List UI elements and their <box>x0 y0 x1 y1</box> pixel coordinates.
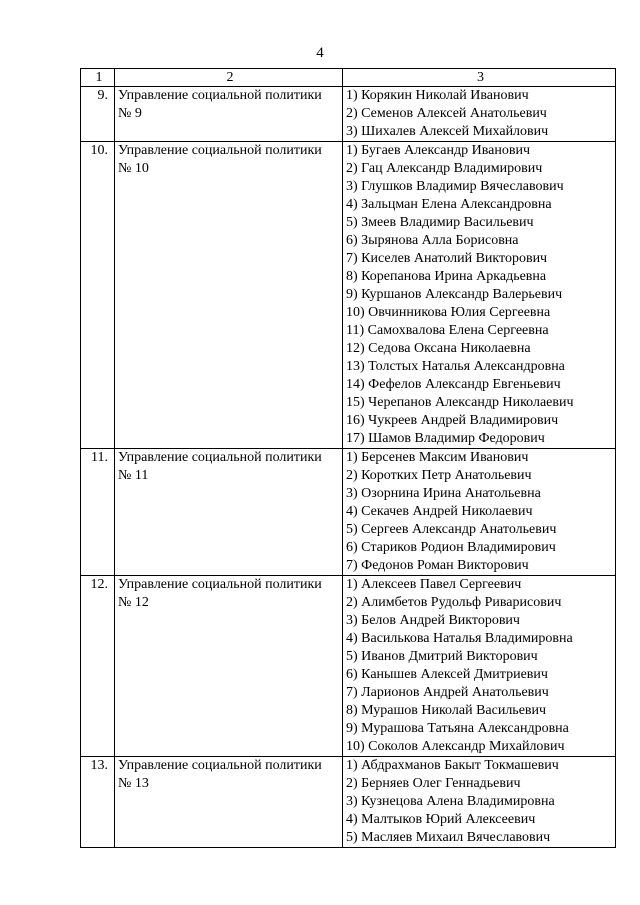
department-number: № 10 <box>118 161 149 176</box>
members-cell <box>343 757 616 848</box>
department-number: № 13 <box>118 776 149 791</box>
members-cell <box>343 87 616 142</box>
member-name: 7) Федонов Роман Викторович <box>346 558 529 573</box>
table-row <box>81 449 616 576</box>
department-cell <box>115 142 343 449</box>
table-row <box>81 87 616 142</box>
member-name: 7) Киселев Анатолий Викторович <box>346 251 548 266</box>
member-name: 3) Кузнецова Алена Владимировна <box>346 794 555 809</box>
table-row <box>81 142 616 449</box>
header-cell-col2: 2 <box>115 69 343 87</box>
row-number-cell: 13. <box>81 757 115 848</box>
department-name: Управление социальной политики <box>118 143 322 158</box>
department-name: Управление социальной политики <box>118 577 322 592</box>
department-name: Управление социальной политики <box>118 450 322 465</box>
member-name: 13) Толстых Наталья Александровна <box>346 359 565 374</box>
members-cell <box>343 449 616 576</box>
header-cell-col1: 1 <box>81 69 115 87</box>
department-cell <box>115 87 343 142</box>
row-number-cell: 10. <box>81 142 115 449</box>
member-name: 4) Секачев Андрей Николаевич <box>346 504 533 519</box>
row-number-cell: 12. <box>81 576 115 757</box>
member-name: 7) Ларионов Андрей Анатольевич <box>346 685 549 700</box>
member-name: 14) Фефелов Александр Евгеньевич <box>346 377 561 392</box>
member-name: 5) Иванов Дмитрий Викторович <box>346 649 538 664</box>
members-cell <box>343 142 616 449</box>
member-name: 16) Чукреев Андрей Владимирович <box>346 413 559 428</box>
member-name: 4) Василькова Наталья Владимировна <box>346 631 573 646</box>
member-name: 1) Бугаев Александр Иванович <box>346 143 530 158</box>
members-cell <box>343 576 616 757</box>
member-name: 3) Белов Андрей Викторович <box>346 613 520 628</box>
member-name: 3) Глушков Владимир Вячеславович <box>346 179 564 194</box>
member-name: 10) Овчинникова Юлия Сергеевна <box>346 305 551 320</box>
member-name: 12) Седова Оксана Николаевна <box>346 341 531 356</box>
members-table <box>80 68 616 848</box>
page-number: 4 <box>316 45 324 61</box>
member-name: 2) Алимбетов Рудольф Риварисович <box>346 595 562 610</box>
member-name: 9) Мурашова Татьяна Александровна <box>346 721 569 736</box>
member-name: 1) Корякин Николай Иванович <box>346 88 529 103</box>
member-name: 3) Шихалев Алексей Михайлович <box>346 124 549 139</box>
member-name: 1) Абдрахманов Бакыт Токмашевич <box>346 758 559 773</box>
member-name: 9) Куршанов Александр Валерьевич <box>346 287 563 302</box>
member-name: 4) Зальцман Елена Александровна <box>346 197 552 212</box>
member-name: 11) Самохвалова Елена Сергеевна <box>346 323 549 338</box>
member-name: 6) Зырянова Алла Борисовна <box>346 233 519 248</box>
department-number: № 12 <box>118 595 149 610</box>
member-name: 2) Гац Александр Владимирович <box>346 161 543 176</box>
member-name: 5) Масляев Михаил Вячеславович <box>346 830 551 845</box>
member-name: 4) Малтыков Юрий Алексеевич <box>346 812 536 827</box>
department-cell <box>115 449 343 576</box>
member-name: 8) Мурашов Николай Васильевич <box>346 703 547 718</box>
table-row <box>81 757 616 848</box>
department-cell <box>115 576 343 757</box>
department-number: № 9 <box>118 106 142 121</box>
member-name: 6) Канышев Алексей Дмитриевич <box>346 667 548 682</box>
member-name: 5) Змеев Владимир Васильевич <box>346 215 534 230</box>
member-name: 5) Сергеев Александр Анатольевич <box>346 522 557 537</box>
department-number: № 11 <box>118 468 149 483</box>
row-number-cell: 11. <box>81 449 115 576</box>
member-name: 3) Озорнина Ирина Анатольевна <box>346 486 541 501</box>
table-header-row <box>81 69 616 87</box>
header-cell-col3: 3 <box>343 69 616 87</box>
department-name: Управление социальной политики <box>118 88 322 103</box>
department-cell <box>115 757 343 848</box>
member-name: 15) Черепанов Александр Николаевич <box>346 395 574 410</box>
member-name: 2) Коротких Петр Анатольевич <box>346 468 532 483</box>
department-name: Управление социальной политики <box>118 758 322 773</box>
table-row <box>81 576 616 757</box>
member-name: 1) Алексеев Павел Сергеевич <box>346 577 522 592</box>
row-number-cell: 9. <box>81 87 115 142</box>
member-name: 17) Шамов Владимир Федорович <box>346 431 545 446</box>
member-name: 10) Соколов Александр Михайлович <box>346 739 565 754</box>
member-name: 1) Берсенев Максим Иванович <box>346 450 529 465</box>
member-name: 2) Семенов Алексей Анатольевич <box>346 106 547 121</box>
member-name: 2) Берняев Олег Геннадьевич <box>346 776 521 791</box>
member-name: 8) Корепанова Ирина Аркадьевна <box>346 269 547 284</box>
member-name: 6) Стариков Родион Владимирович <box>346 540 556 555</box>
